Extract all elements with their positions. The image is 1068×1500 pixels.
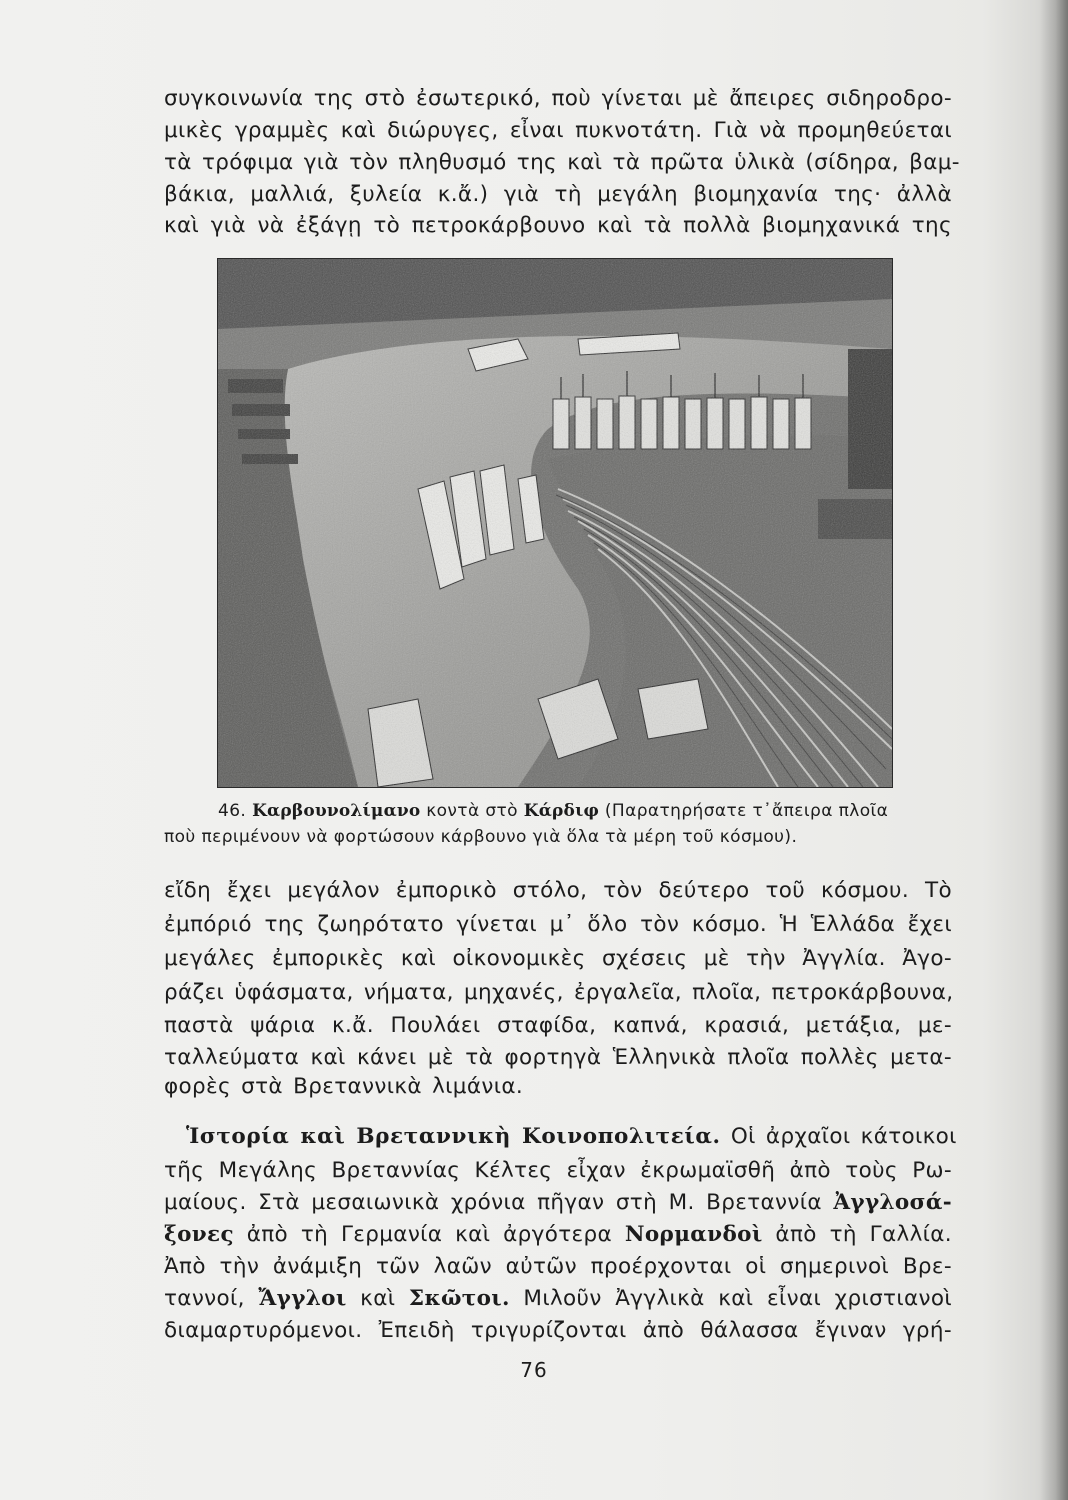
- figure-number: 46.: [218, 801, 247, 821]
- history-line-1: [186, 1124, 957, 1150]
- text-line-5: καὶ γιὰ νὰ ἐξάγῃ τὸ πετροκάρβουνο καὶ τὰ πολλὰ βιομηχανικά της: [164, 213, 952, 238]
- figure-caption-text-1: κοντὰ στὸ: [420, 801, 524, 821]
- text-line-3: τὰ τρόφιμα γιὰ τὸν πληθυσμό της καὶ τὰ πρῶτα ὑλικὰ (σίδηρα, βαμ-: [164, 150, 960, 175]
- history-line-4-text: ἀπὸ τὴ Γερμανία καὶ ἀργότερα: [233, 1222, 625, 1247]
- text-line-1: συγκοινωνία της στὸ ἐσωτερικό, ποὺ γίνεται μὲ ἄπειρες σιδηροδρο-: [164, 86, 952, 111]
- figure-place: Κάρδιφ: [523, 801, 600, 821]
- history-line-3-text: μαίους. Στὰ μεσαιωνικὰ χρόνια πῆγαν στὴ Μ. Βρεταννία: [164, 1190, 834, 1215]
- text-line-10: παστὰ ψάρια κ.ἄ. Πουλάει σταφίδα, καπνά, κρασιά, μετάξια, με-: [164, 1013, 952, 1038]
- book-spine-shadow: [1040, 0, 1068, 1500]
- history-line-6: [164, 1286, 952, 1312]
- history-line-3: [164, 1190, 952, 1216]
- text-line-11: ταλλεύματα καὶ κάνει μὲ τὰ φορτηγὰ Ἑλληνικὰ πλοῖα πολλὲς μετα-: [164, 1045, 952, 1070]
- history-line-4-text-2: ἀπὸ τὴ Γαλλία.: [762, 1222, 952, 1247]
- history-line-6-text-3: Μιλοῦν Ἀγγλικὰ καὶ εἶναι χριστιανοὶ: [509, 1286, 952, 1311]
- history-line-5: Ἀπὸ τὴν ἀνάμιξη τῶν λαῶν αὐτῶν προέρχονται οἱ σημερινοὶ Βρε-: [164, 1254, 952, 1279]
- text-line-4: βάκια, μαλλιά, ξυλεία κ.ἄ.) γιὰ τὴ μεγάλη βιομηχανία της· ἀλλὰ: [164, 182, 952, 207]
- text-line-8: μεγάλες ἐμπορικὲς καὶ οἰκονομικὲς σχέσεις μὲ τὴν Ἀγγλία. Ἀγο-: [164, 946, 952, 971]
- term-scots: Σκῶτοι.: [408, 1286, 510, 1311]
- text-line-7: ἐμπόριό της ζωηρότατο γίνεται μ᾽ ὅλο τὸν κόσμο. Ἡ Ἑλλάδα ἔχει: [164, 912, 952, 937]
- term-anglosaxons: Ἀγγλοσά-: [833, 1190, 952, 1215]
- page-number: 76: [520, 1358, 548, 1382]
- term-normans: Νορμανδοὶ: [624, 1222, 763, 1247]
- figure-title: Καρβουνολίμανο: [252, 801, 421, 821]
- term-english: Ἄγγλοι: [258, 1286, 347, 1311]
- figure-caption-text-2: (Παρατηρήσατε τ᾽ἄπειρα πλοῖα: [599, 801, 889, 821]
- history-line-6-text: ταννοί,: [164, 1286, 259, 1311]
- text-line-2: μικὲς γραμμὲς καὶ διώρυγες, εἶναι πυκνοτάτη. Γιὰ νὰ προμηθεύεται: [164, 118, 952, 143]
- history-line-2: τῆς Μεγάλης Βρεταννίας Κέλτες εἶχαν ἐκρωμαϊσθῆ ἀπὸ τοὺς Ρω-: [164, 1158, 952, 1183]
- history-line-4: [164, 1222, 952, 1248]
- history-line-7: διαμαρτυρόμενοι. Ἐπειδὴ τριγυρίζονται ἀπὸ θάλασσα ἔγιναν γρή-: [164, 1318, 952, 1343]
- text-line-12: φορὲς στὰ Βρεταννικὰ λιμάνια.: [164, 1074, 524, 1099]
- figure-caption-line-2: ποὺ περιμένουν νὰ φορτώσουν κάρβουνο γιὰ ὅλα τὰ μέρη τοῦ κόσμου).: [164, 827, 798, 847]
- harbor-photo-illustration: [218, 259, 892, 787]
- figure-caption-line-1: [218, 801, 930, 822]
- history-heading: Ἱστορία καὶ Βρεταννικὴ Κοινοπολιτεία.: [186, 1124, 721, 1149]
- text-line-9: ράζει ὑφάσματα, νήματα, μηχανές, ἐργαλεῖα, πλοῖα, πετροκάρβουνα,: [164, 980, 954, 1005]
- term-anglosaxons-cont: ξονες: [164, 1222, 234, 1247]
- history-line-6-text-2: καὶ: [346, 1286, 409, 1311]
- text-line-6: εἴδη ἔχει μεγάλον ἐμπορικὸ στόλο, τὸν δεύτερο τοῦ κόσμου. Τὸ: [164, 878, 952, 903]
- harbor-photo: [217, 258, 893, 788]
- history-line-1-rest: Οἱ ἀρχαῖοι κάτοικοι: [720, 1124, 957, 1149]
